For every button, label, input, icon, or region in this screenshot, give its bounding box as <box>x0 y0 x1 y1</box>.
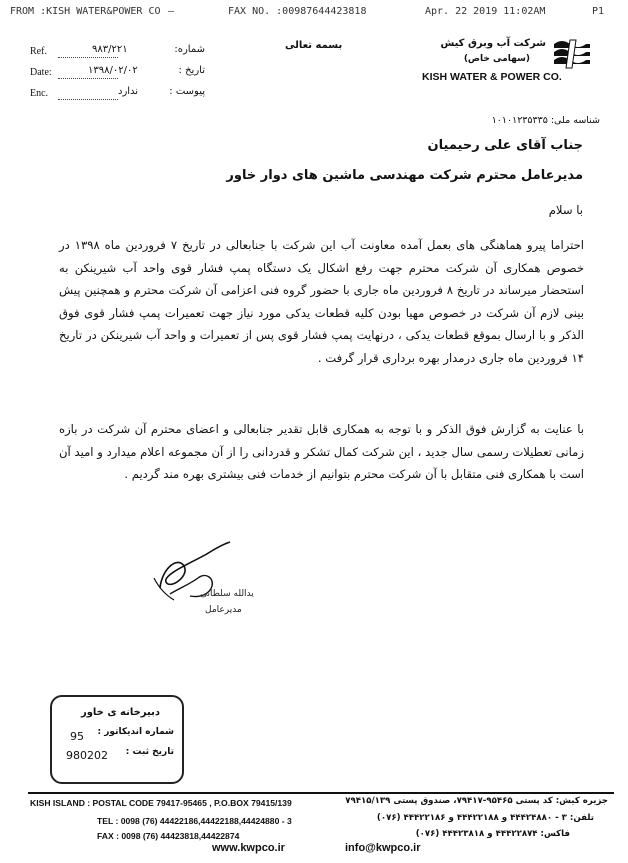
footer-tel-en: TEL : 0098 (76) 44422186,44422188,44424880 - 3 <box>97 816 292 826</box>
addressee-name: جناب آقای علی رحیمیان <box>427 138 583 153</box>
footer-divider <box>28 792 614 794</box>
fax-number: FAX NO. :00987644423818 <box>228 6 367 17</box>
footer-address-en: KISH ISLAND : POSTAL CODE 79417-95465 , P.O.BOX 79415/139 <box>30 798 292 808</box>
addressee-title: مدیرعامل محترم شرکت مهندسی ماشین های دوار خاور <box>226 168 583 183</box>
company-subtitle-fa: (سهامی خاص) <box>463 54 530 64</box>
fax-page: P1 <box>592 6 605 17</box>
company-name-fa: شرکت آب وبرق کیش <box>440 38 546 49</box>
fax-dash: — <box>168 6 175 17</box>
ref-row <box>30 44 205 60</box>
date-row <box>30 65 205 81</box>
fax-header <box>10 6 620 22</box>
enc-value: ندارد <box>118 86 139 97</box>
footer-address-fa: جزیره کیش: کد پستی ۹۵۴۶۵-۷۹۴۱۷، صندوق پستی ۷۹۴۱۵/۱۳۹ <box>345 796 608 806</box>
footer-email[interactable]: info@kwpco.ir <box>345 842 421 854</box>
date-label-en: Date: <box>30 67 52 78</box>
stamp-title: دبیرخانه ی خاور <box>80 707 160 718</box>
date-label-fa: تاریخ : <box>178 65 205 76</box>
signatory-name: یدالله سلطانی <box>200 589 254 599</box>
fax-from: FROM :KISH WATER&POWER CO <box>10 6 161 17</box>
stamp-reg-date-label: تاریخ ثبت : <box>125 747 174 757</box>
date-value: ۱۳۹۸/۰۲/۰۲ <box>88 65 138 76</box>
stamp-indicator-value: 95 <box>70 730 84 743</box>
enc-row <box>30 86 205 102</box>
salutation: با سلام <box>548 203 583 217</box>
ref-label-en: Ref. <box>30 46 47 57</box>
signatory-title: مدیرعامل <box>205 605 242 615</box>
body-paragraph-2: با عنایت به گزارش فوق الذکر و با توجه به همکاری قابل تقدیر جنابعالی و اعضای محترم آن شرکت در بازه زمانی تعطیلات رسمی سال جدید ، این شرکت کمال تشکر و قدردانی را از آن مجموعه اعلام میدارد و امید آن است با همکاری فنی متقابل با آن شرکت محترم بتوانیم از خدمات فنی بیشتری بهره مند گردیم . <box>59 422 584 481</box>
stamp-reg-date-value: 980202 <box>66 749 108 762</box>
fax-datetime: Apr. 22 2019 11:02AM <box>425 6 546 17</box>
body-paragraph-1: احتراما پیرو هماهنگی های بعمل آمده معاونت آب این شرکت با جنابعالی در تاریخ ۷ فروردین ماه ۱۳۹۸ در خصوص همکاری آن شرکت محترم جهت رفع اشکال یک دستگاه پمپ فشار قوی واحد آب شیرینکن به استحضار میرساند در تاریخ ۸ فروردین ماه جاری با حضور گروه فنی اعزامی آن شرکت محترم و همچنین پیش بینی لازم آن شرکت در خصوص مهیا بودن کلیه قطعات یدکی مورد نیاز جهت تعمیرات پمپ فشار قوی فوق الذکر و با ارسال بموقع قطعات یدکی ، درنهایت پمپ فشار قوی پس از تعمیرات و واحد آب شیرینکن در تاریخ ۱۴ فروردین ماه جاری درمدار بهره برداری قرار گرفت . <box>59 238 585 365</box>
footer-website[interactable]: www.kwpco.ir <box>212 842 285 854</box>
company-logo-block <box>422 38 602 98</box>
footer-tel-fa: تلفن: ۳ - ۴۴۴۲۴۸۸۰ و ۴۴۴۲۲۱۸۸ و ۴۴۴۲۲۱۸۶ (۰۷۶) <box>376 813 594 823</box>
ref-label-fa: شماره: <box>174 44 205 55</box>
secretariat-stamp <box>50 695 184 784</box>
enc-label-fa: پیوست : <box>169 86 205 97</box>
date-line <box>58 78 118 79</box>
footer-fax-en: FAX : 0098 (76) 44423818,44422874 <box>97 831 240 841</box>
footer-fax-fa: فاکس: ۴۴۴۲۲۸۷۴ و ۴۴۴۲۳۸۱۸ (۰۷۶) <box>415 829 570 839</box>
invocation: بسمه تعالی <box>285 40 343 51</box>
enc-line <box>58 99 118 100</box>
stamp-indicator-label: شماره اندیکاتور : <box>97 727 174 737</box>
ref-line <box>58 57 118 58</box>
kish-wave-logo-icon <box>550 38 594 70</box>
ref-value: ۹۸۳/۲۲۱ <box>92 44 128 55</box>
enc-label-en: Enc. <box>30 88 49 99</box>
national-id: شناسه ملی: ۱۰۱۰۱۲۳۵۳۳۵ <box>491 115 600 126</box>
company-name-en: KISH WATER & POWER CO. <box>422 71 562 83</box>
